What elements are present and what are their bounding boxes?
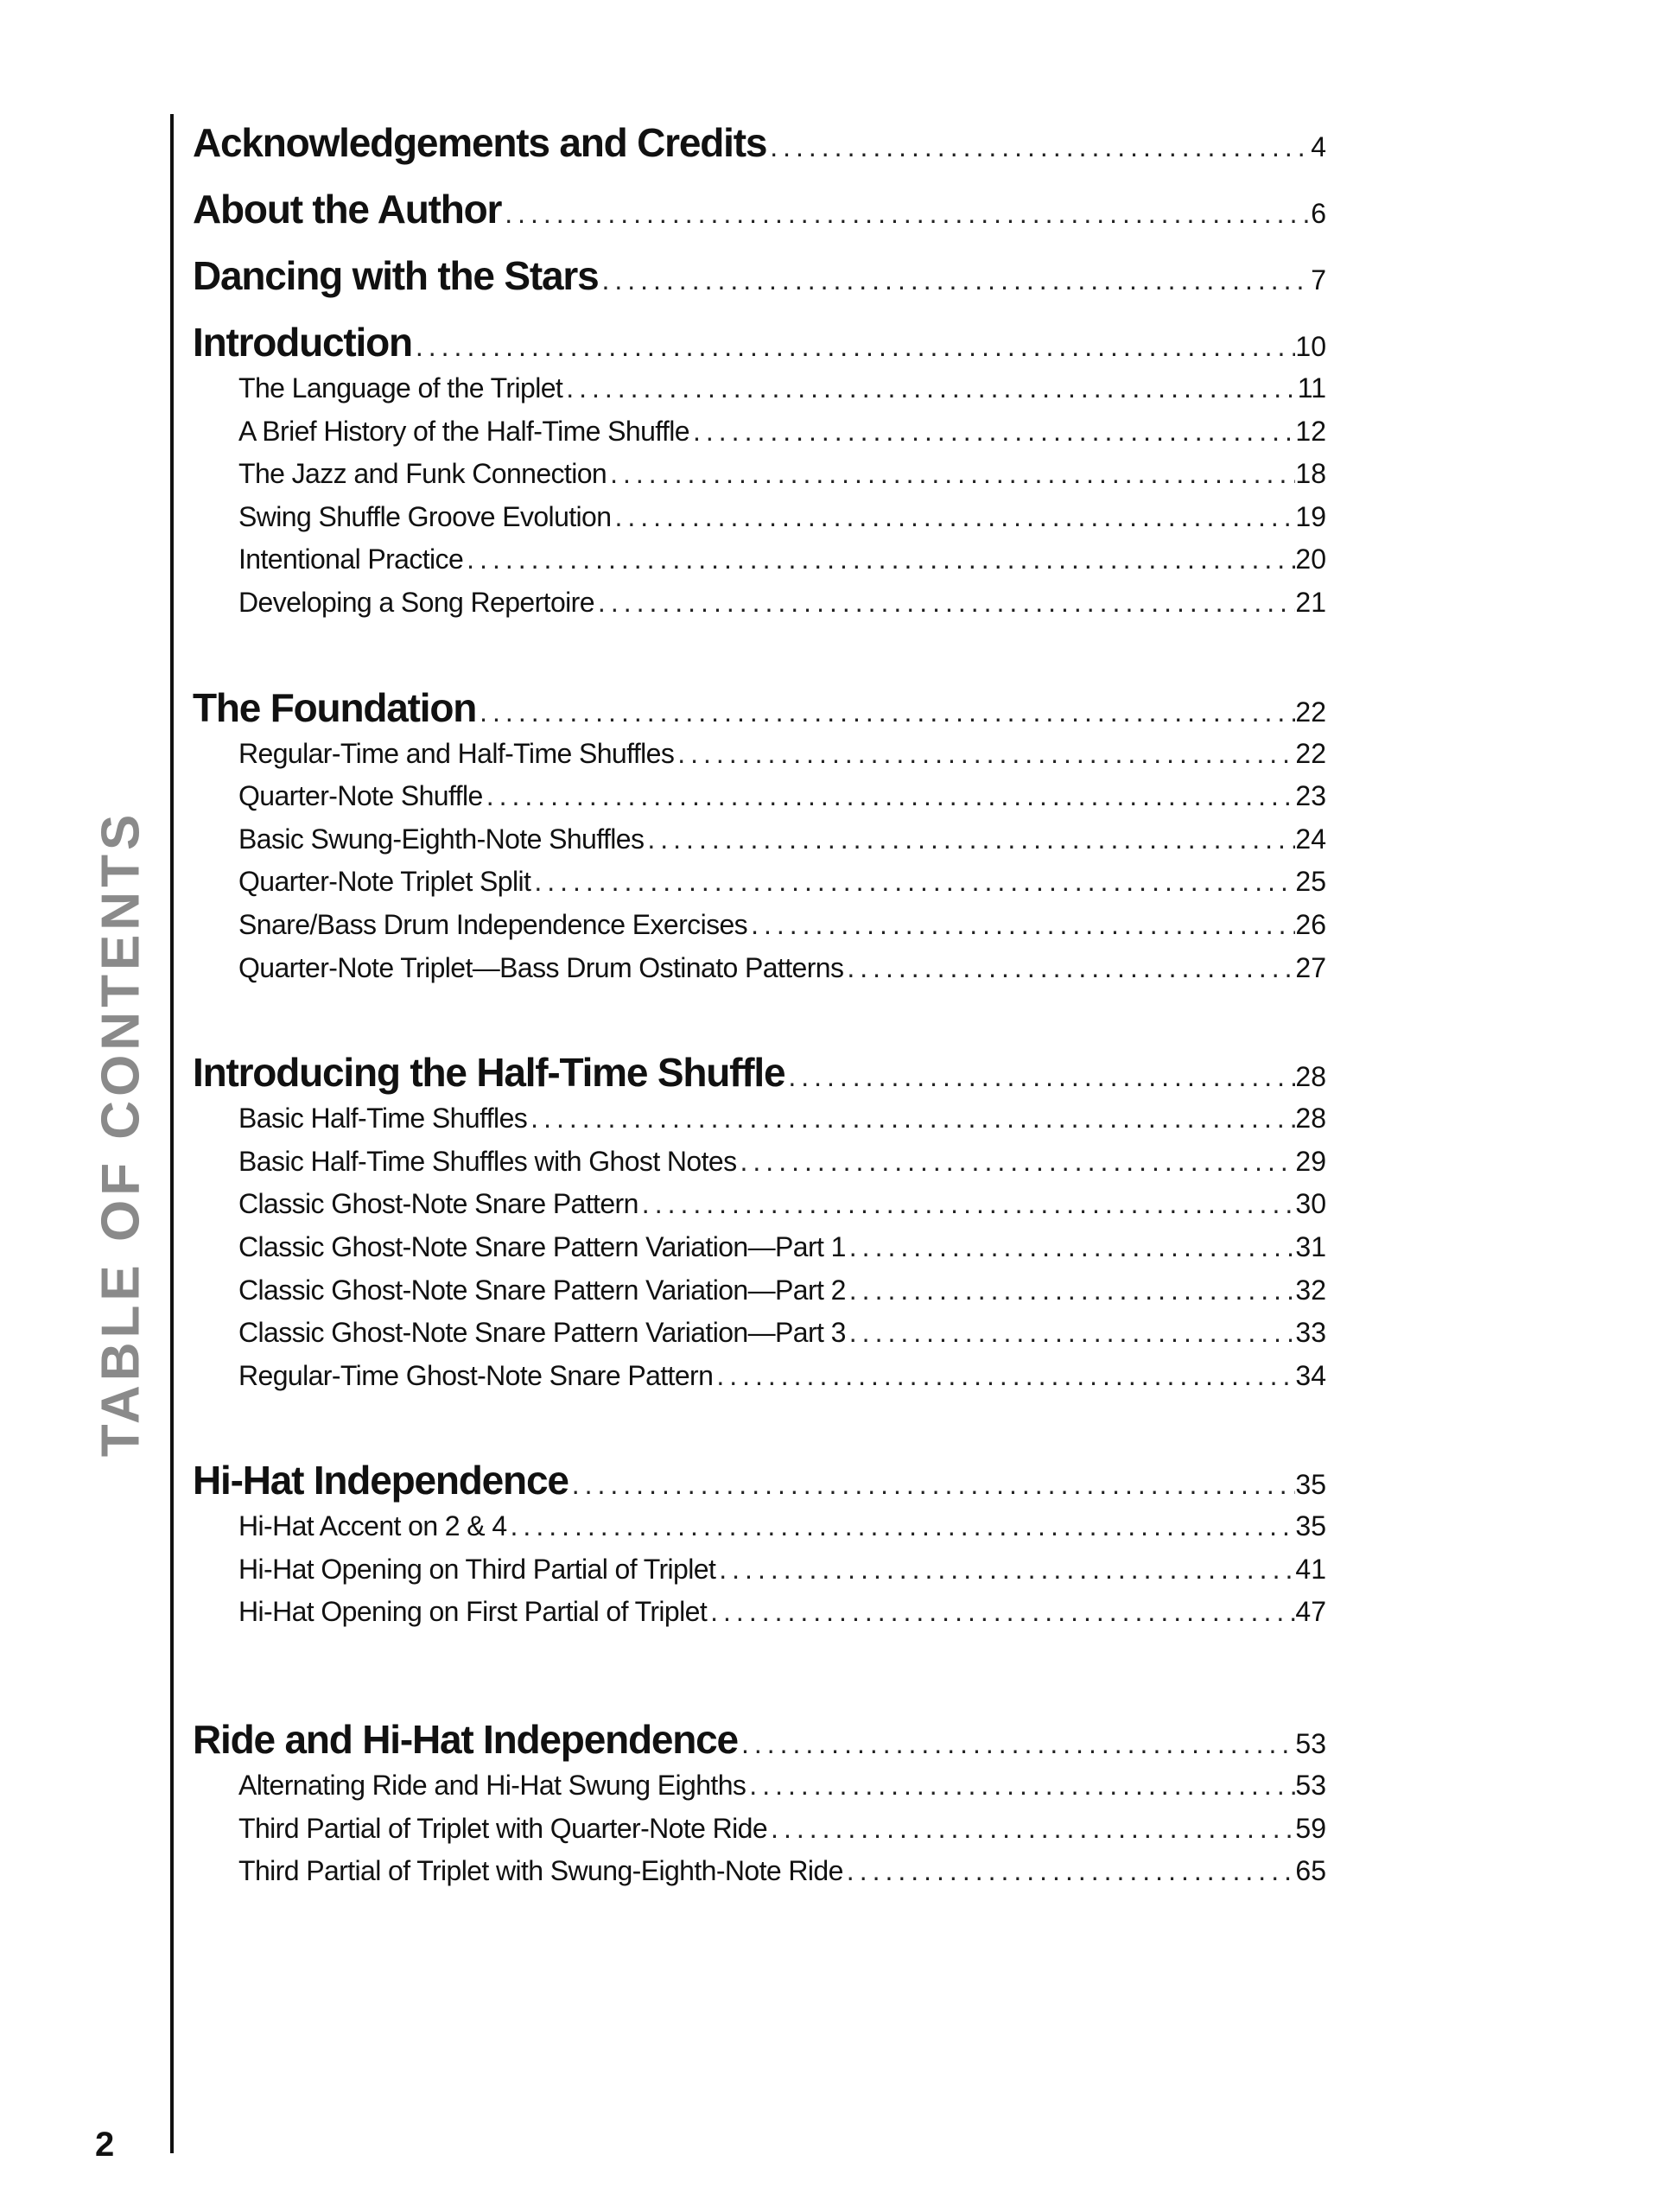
toc-entry[interactable] (193, 1312, 1326, 1355)
toc-entry[interactable] (193, 1097, 1326, 1141)
entry-title: Basic Half-Time Shuffles with Ghost Notes (238, 1145, 737, 1177)
entry-title: Classic Ghost-Note Snare Pattern (238, 1188, 638, 1220)
entry-page: 23 (1295, 780, 1326, 812)
toc-entry[interactable] (193, 1505, 1326, 1548)
entry-title: Regular-Time Ghost-Note Snare Pattern (238, 1359, 714, 1391)
dot-leader (598, 247, 1311, 314)
entry-page: 25 (1295, 866, 1326, 898)
entry-title: Dancing with the Stars (193, 253, 599, 298)
toc-entry[interactable] (193, 1591, 1326, 1634)
entry-title: A Brief History of the Half-Time Shuffle (238, 415, 689, 447)
entry-title: Quarter-Note Shuffle (238, 780, 483, 812)
toc-entry[interactable] (193, 1548, 1326, 1592)
toc-section (193, 176, 1326, 243)
toc-entry[interactable] (193, 1141, 1326, 1184)
toc-entry[interactable] (193, 1808, 1326, 1851)
dot-leader (707, 1591, 1295, 1634)
dot-leader (674, 733, 1295, 776)
toc-entry[interactable] (193, 1269, 1326, 1313)
entry-page: 10 (1295, 331, 1326, 362)
toc-section (193, 110, 1326, 176)
toc-entry[interactable] (193, 1183, 1326, 1226)
toc-entry[interactable] (193, 1764, 1326, 1808)
entry-page: 19 (1295, 500, 1326, 532)
entry-title: The Jazz and Funk Connection (238, 458, 607, 490)
entry-page: 35 (1295, 1469, 1326, 1501)
entry-page: 7 (1311, 264, 1326, 296)
entry-page: 53 (1295, 1728, 1326, 1760)
dot-leader (766, 114, 1311, 181)
side-title: TABLE OF CONTENTS (91, 810, 151, 1458)
toc-heading[interactable] (193, 1039, 1326, 1106)
entry-title: Ride and Hi-Hat Independence (193, 1717, 738, 1763)
page-number: 2 (95, 2126, 115, 2164)
entry-title: Third Partial of Triplet with Swung-Eighth-Note Ride (238, 1855, 843, 1887)
entry-page: 6 (1311, 198, 1326, 229)
entry-page: 27 (1295, 951, 1326, 983)
entry-page: 28 (1295, 1103, 1326, 1135)
dot-leader (507, 1505, 1296, 1548)
toc-entry[interactable] (193, 453, 1326, 496)
toc-entry[interactable] (193, 538, 1326, 582)
dot-leader (747, 904, 1295, 947)
entry-title: Introduction (193, 320, 412, 365)
entry-title: Alternating Ride and Hi-Hat Swung Eighths (238, 1770, 746, 1802)
entry-title: The Language of the Triplet (238, 372, 563, 404)
entry-title: Classic Ghost-Note Snare Pattern Variation—Part 3 (238, 1317, 846, 1349)
entry-page: 41 (1295, 1553, 1326, 1585)
dot-leader (611, 496, 1295, 539)
entry-page: 18 (1295, 458, 1326, 490)
dot-leader (767, 1808, 1295, 1851)
toc-heading[interactable] (193, 675, 1326, 741)
entry-page: 20 (1295, 543, 1326, 575)
entry-page: 29 (1295, 1145, 1326, 1177)
entry-page: 33 (1295, 1317, 1326, 1349)
toc-entry[interactable] (193, 775, 1326, 818)
entry-page: 4 (1311, 131, 1326, 162)
entry-title: Intentional Practice (238, 543, 464, 575)
dot-leader (737, 1141, 1296, 1184)
toc-entry[interactable] (193, 410, 1326, 454)
entry-title: Hi-Hat Opening on Third Partial of Triplet (238, 1553, 716, 1585)
dot-leader (530, 861, 1295, 904)
entry-page: 47 (1295, 1596, 1326, 1628)
dot-leader (713, 1355, 1295, 1398)
toc-heading[interactable] (193, 110, 1326, 176)
toc-entry[interactable] (193, 861, 1326, 904)
dot-leader (501, 181, 1311, 247)
vertical-divider (170, 114, 174, 2153)
entry-title: Basic Half-Time Shuffles (238, 1103, 528, 1135)
dot-leader (846, 1269, 1296, 1313)
entry-page: 24 (1295, 823, 1326, 855)
toc-entry[interactable] (193, 947, 1326, 990)
entry-page: 12 (1295, 415, 1326, 447)
dot-leader (689, 410, 1295, 454)
dot-leader (607, 453, 1295, 496)
entry-page: 22 (1295, 696, 1326, 728)
entry-title: Introducing the Half-Time Shuffle (193, 1050, 785, 1096)
entry-title: Regular-Time and Half-Time Shuffles (238, 737, 675, 769)
entry-title: Acknowledgements and Credits (193, 120, 767, 165)
dot-leader (594, 582, 1295, 625)
toc-section (193, 1039, 1326, 1397)
entry-title: Basic Swung-Eighth-Note Shuffles (238, 823, 645, 855)
dot-leader (715, 1548, 1295, 1592)
toc-section (193, 1707, 1326, 1893)
entry-page: 34 (1295, 1359, 1326, 1391)
entry-page: 22 (1295, 737, 1326, 769)
toc-entry[interactable] (193, 367, 1326, 410)
entry-page: 26 (1295, 908, 1326, 940)
entry-page: 65 (1295, 1855, 1326, 1887)
toc-section (193, 675, 1326, 990)
entry-page: 35 (1295, 1510, 1326, 1542)
entry-title: Third Partial of Triplet with Quarter-Note Ride (238, 1812, 768, 1844)
dot-leader (638, 1183, 1296, 1226)
entry-page: 21 (1295, 586, 1326, 618)
toc-entry[interactable] (193, 818, 1326, 861)
toc-section (193, 243, 1326, 309)
dot-leader (846, 1312, 1296, 1355)
entry-title: Quarter-Note Triplet Split (238, 866, 531, 898)
entry-page: 30 (1295, 1188, 1326, 1220)
toc-entry[interactable] (193, 1850, 1326, 1893)
toc-heading[interactable] (193, 243, 1326, 309)
toc-heading[interactable] (193, 176, 1326, 243)
dot-leader (463, 538, 1295, 582)
entry-title: Hi-Hat Opening on First Partial of Triplet (238, 1596, 708, 1628)
entry-page: 11 (1297, 372, 1326, 404)
toc-heading[interactable] (193, 1447, 1326, 1514)
entry-title: Hi-Hat Independence (193, 1458, 569, 1503)
dot-leader (483, 775, 1296, 818)
entry-title: Snare/Bass Drum Independence Exercises (238, 908, 748, 940)
dot-leader (644, 818, 1295, 861)
entry-page: 28 (1295, 1061, 1326, 1093)
toc-heading[interactable] (193, 309, 1326, 376)
toc-heading[interactable] (193, 1707, 1326, 1773)
dot-leader (846, 1226, 1296, 1269)
dot-leader (843, 1850, 1296, 1893)
entry-title: Quarter-Note Triplet—Bass Drum Ostinato Patterns (238, 951, 844, 983)
entry-title: Hi-Hat Accent on 2 & 4 (238, 1510, 507, 1542)
dot-leader (746, 1764, 1295, 1808)
table-of-contents (193, 110, 1326, 1893)
dot-leader (562, 367, 1298, 410)
toc-entry[interactable] (193, 1355, 1326, 1398)
toc-section (193, 1447, 1326, 1634)
toc-entry[interactable] (193, 496, 1326, 539)
entry-title: Swing Shuffle Groove Evolution (238, 500, 612, 532)
toc-entry[interactable] (193, 904, 1326, 947)
entry-title: Developing a Song Repertoire (238, 586, 594, 618)
dot-leader (527, 1097, 1295, 1141)
entry-title: Classic Ghost-Note Snare Pattern Variation—Part 2 (238, 1274, 846, 1306)
entry-title: Classic Ghost-Note Snare Pattern Variation—Part 1 (238, 1230, 846, 1262)
toc-entry[interactable] (193, 1226, 1326, 1269)
entry-page: 31 (1295, 1230, 1326, 1262)
toc-section (193, 309, 1326, 625)
entry-page: 32 (1295, 1274, 1326, 1306)
entry-title: About the Author (193, 187, 502, 232)
entry-title: The Foundation (193, 684, 477, 730)
toc-entry[interactable] (193, 733, 1326, 776)
entry-page: 53 (1295, 1770, 1326, 1802)
toc-entry[interactable] (193, 582, 1326, 625)
entry-page: 59 (1295, 1812, 1326, 1844)
dot-leader (843, 947, 1295, 990)
